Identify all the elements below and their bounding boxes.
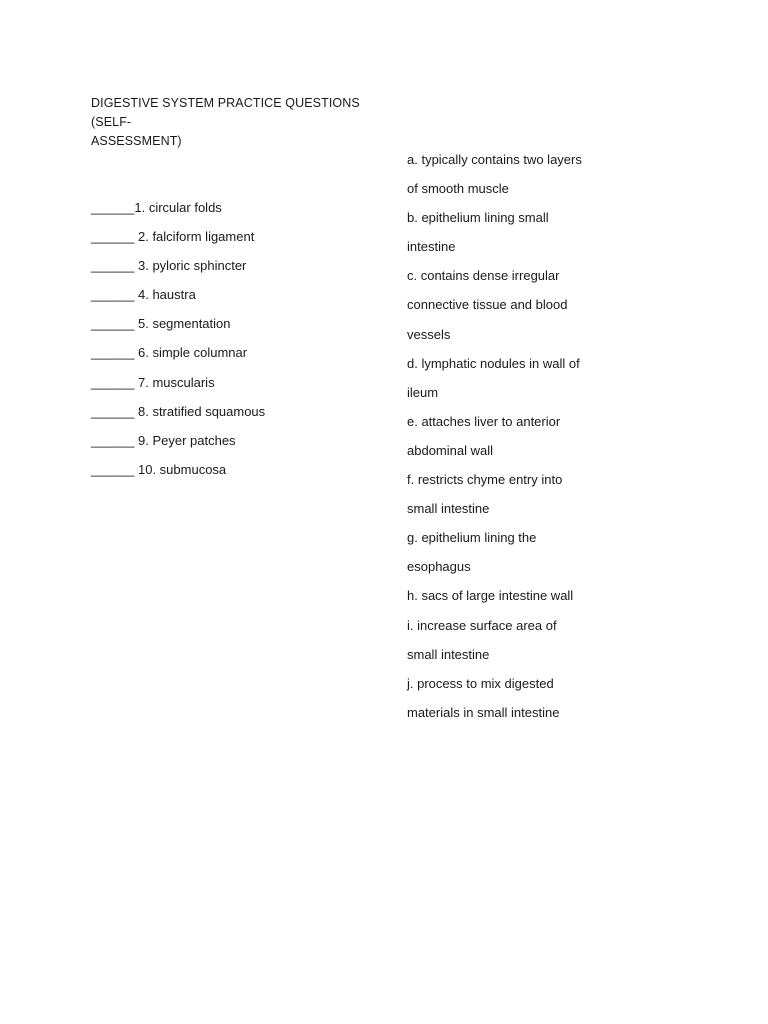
- definition-e: [407, 412, 667, 470]
- definition-h: [407, 586, 667, 615]
- terms-list: [91, 198, 381, 489]
- definition-line: h. sacs of large intestine wall: [407, 588, 574, 604]
- term-item: ______ 10. submucosa: [91, 461, 227, 477]
- definition-line: of smooth muscle: [407, 181, 509, 197]
- term-item: ______ 7. muscularis: [91, 374, 215, 390]
- definition-line: small intestine: [407, 646, 490, 662]
- definition-f: [407, 470, 667, 528]
- definition-line: abdominal wall: [407, 442, 493, 458]
- definition-b: [407, 208, 667, 266]
- document-title: [91, 94, 381, 151]
- term-item: ______ 2. falciform ligament: [91, 229, 255, 245]
- definition-line: vessels: [407, 326, 451, 342]
- definition-line: j. process to mix digested: [407, 675, 554, 691]
- definition-line: b. epithelium lining small: [407, 210, 549, 226]
- definition-line: e. attaches liver to anterior: [407, 413, 561, 429]
- definition-line: a. typically contains two layers: [407, 152, 582, 167]
- definition-a: [407, 150, 667, 208]
- term-item: ______ 8. stratified squamous: [91, 403, 266, 419]
- definition-d: [407, 354, 667, 412]
- term-item: ______1. circular folds: [91, 200, 222, 215]
- definitions-list: [407, 150, 667, 732]
- title-line: DIGESTIVE SYSTEM PRACTICE QUESTIONS (SELF-: [91, 96, 360, 129]
- definition-line: materials in small intestine: [407, 704, 560, 720]
- definition-j: [407, 674, 667, 732]
- definition-c: [407, 266, 667, 353]
- definition-line: intestine: [407, 239, 456, 255]
- definition-line: d. lymphatic nodules in wall of: [407, 355, 580, 371]
- term-item: ______ 3. pyloric sphincter: [91, 258, 247, 274]
- definition-line: connective tissue and blood: [407, 297, 568, 313]
- term-item: ______ 5. segmentation: [91, 316, 231, 332]
- term-item: ______ 9. Peyer patches: [91, 432, 236, 448]
- definition-line: ileum: [407, 384, 439, 400]
- definition-line: small intestine: [407, 501, 490, 517]
- title-line: ASSESSMENT): [91, 134, 182, 148]
- definition-i: [407, 616, 667, 674]
- term-item: ______ 4. haustra: [91, 287, 196, 303]
- definition-line: c. contains dense irregular: [407, 268, 560, 284]
- definition-line: g. epithelium lining the: [407, 530, 537, 546]
- definition-line: i. increase surface area of: [407, 617, 557, 633]
- definition-g: [407, 528, 667, 586]
- definition-line: esophagus: [407, 559, 471, 575]
- definition-line: f. restricts chyme entry into: [407, 472, 563, 488]
- term-item: ______ 6. simple columnar: [91, 345, 248, 361]
